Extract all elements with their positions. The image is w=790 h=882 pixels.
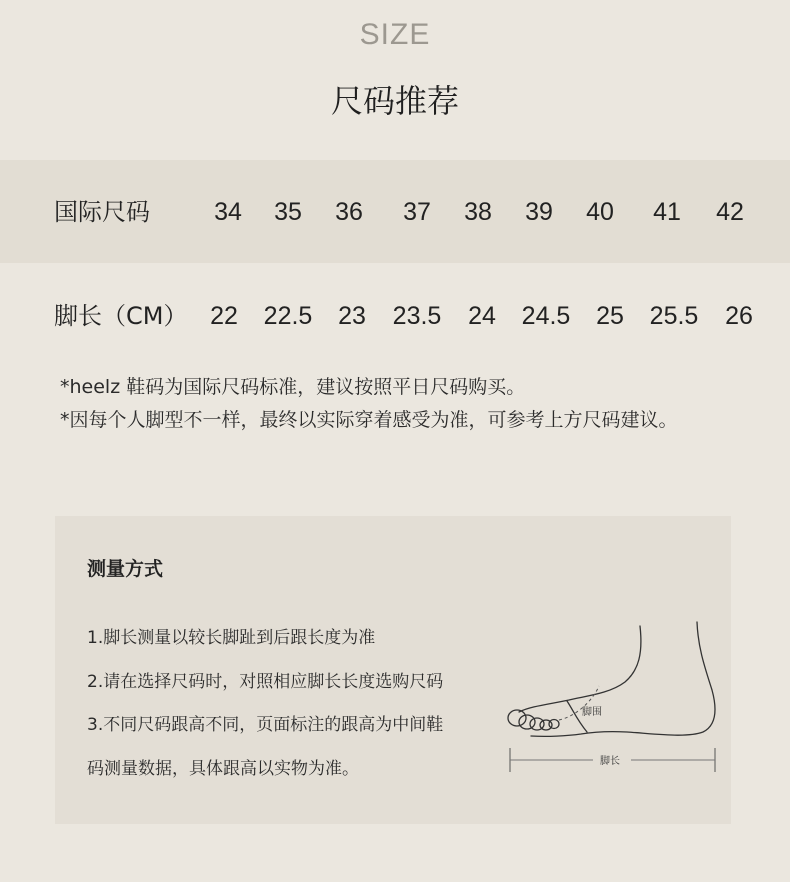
foot-length-cell: 23.5 [392,302,442,330]
foot-length-row [0,296,790,336]
measure-step: 2.请在选择尺码时，对照相应脚长长度选购尺码 [87,671,444,692]
intl-size-cell: 40 [586,198,614,226]
foot-length-cell: 25.5 [649,302,699,330]
intl-size-cell: 41 [653,198,681,226]
foot-diagram [507,608,727,778]
foot-length-label: 脚长（CM） [54,302,188,330]
note-line: *heelz 鞋码为国际尺码标准，建议按照平日尺码购买。 [60,376,526,398]
girth-label: 脚围 [582,707,602,718]
intl-size-label: 国际尺码 [54,198,150,226]
measure-step: 码测量数据，具体跟高以实物为准。 [87,758,359,779]
foot-length-cell: 26 [725,302,753,330]
foot-length-cell: 22.5 [263,302,313,330]
measure-step: 3.不同尺码跟高不同，页面标注的跟高为中间鞋 [87,715,444,735]
foot-length-cell: 24 [468,302,496,330]
measure-card [55,516,731,824]
note-line: *因每个人脚型不一样，最终以实际穿着感受为准，可参考上方尺码建议。 [60,409,678,431]
foot-length-cell: 25 [596,302,624,330]
intl-size-cell: 39 [525,198,553,226]
foot-length-cell: 24.5 [521,302,571,330]
measure-steps [87,620,443,794]
foot-length-cell: 22 [210,302,238,330]
measure-step: 1.脚长测量以较长脚趾到后跟长度为准 [87,628,376,648]
intl-size-row [0,192,790,232]
measure-title: 测量方式 [87,558,164,580]
length-label: 脚长 [600,756,620,767]
intl-size-cell: 36 [335,198,363,226]
page-title: 尺码推荐 [330,82,459,120]
intl-size-cell: 42 [716,198,744,226]
foot-length-cell: 23 [338,302,366,330]
intl-size-cell: 35 [274,198,302,226]
size-label: SIZE [359,18,431,51]
intl-size-cell: 38 [464,198,492,226]
size-notes [60,371,678,437]
intl-size-cell: 34 [214,198,242,226]
intl-size-cell: 37 [403,198,431,226]
